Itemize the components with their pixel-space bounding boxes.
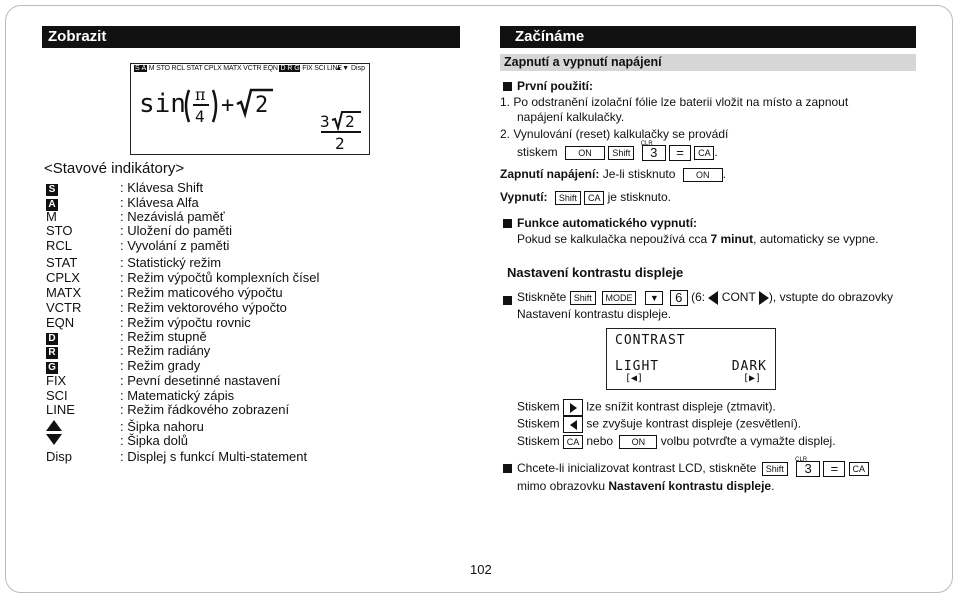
key-mode: MODE xyxy=(602,291,636,305)
indicator-label: RCL xyxy=(46,238,73,253)
key-shift-2: Shift xyxy=(555,191,581,205)
lcd-expression xyxy=(137,78,277,128)
lcd-ind-mid: M STO RCL STAT CPLX MATX VCTR EQN xyxy=(148,65,278,72)
lcd-ind-end: FIX SCI LINE xyxy=(302,65,342,72)
key-shift: Shift xyxy=(608,146,634,160)
indicator-row xyxy=(46,343,211,359)
indicator-desc: : Šipka dolů xyxy=(120,433,188,448)
indicator-desc: : Vyvolání z paměti xyxy=(120,238,230,253)
indicator-box-label: R xyxy=(46,347,58,359)
key-on-3: ON xyxy=(619,435,657,449)
indicator-row xyxy=(46,180,204,196)
indicator-desc: : Nezávislá paměť xyxy=(120,209,225,224)
key-three-b: 3 xyxy=(804,461,812,476)
indicator-label xyxy=(46,330,120,345)
indicator-row xyxy=(46,358,201,374)
contrast-line1 xyxy=(517,290,893,306)
step2-line-a: 2. Vynulování (reset) kalkulačky se provádí xyxy=(500,127,729,141)
indicator-desc: : Režim maticového výpočtu xyxy=(120,285,283,300)
key-right-arrow xyxy=(563,399,583,416)
indicator-row xyxy=(46,255,222,270)
key-clr-label: CLR xyxy=(640,141,653,147)
step1-line-a: 1. Po odstranění izolační fólie lze baterii vložit na místo a zapnout xyxy=(500,95,849,109)
indicator-label xyxy=(46,359,120,374)
auto-off-text xyxy=(517,232,879,247)
lcd-indicator-bar xyxy=(134,65,342,72)
power-off-line xyxy=(500,190,671,205)
indicator-label xyxy=(46,344,120,359)
key-shift-3: Shift xyxy=(570,291,596,305)
press-left-text: se zvyšuje kontrast displeje (zesvětlení). xyxy=(586,416,802,431)
press-text-3: Stiskem xyxy=(517,434,560,448)
indicator-label: M xyxy=(46,209,57,224)
press-or-text: nebo xyxy=(586,434,614,448)
contrast-cont-text: CONT xyxy=(721,290,756,305)
press-right-line xyxy=(517,399,776,416)
init-text2: mimo obrazovku xyxy=(517,479,609,493)
power-off-label: Vypnutí: xyxy=(500,190,548,204)
key-shift-4: Shift xyxy=(762,462,788,476)
indicator-desc: : Klávesa Shift xyxy=(120,180,204,195)
indicator-label xyxy=(46,434,120,448)
key-ca-3: CA xyxy=(563,435,583,449)
indicator-desc: : Režim radiány xyxy=(120,343,211,358)
indicator-desc: : Statistický režim xyxy=(120,255,222,270)
key-on-2: ON xyxy=(683,168,723,182)
auto-off-text-b: , automaticky se vypne. xyxy=(753,232,879,246)
key-on: ON xyxy=(565,146,605,160)
indicator-row xyxy=(46,449,308,464)
lcd-ind-a: A xyxy=(141,65,146,72)
indicator-row xyxy=(46,315,251,330)
indicator-row xyxy=(46,209,225,224)
step2-press-text: stiskem xyxy=(517,145,558,160)
indicator-desc: : Uložení do paměti xyxy=(120,223,233,238)
indicator-desc: : Režim výpočtů komplexních čísel xyxy=(120,270,320,285)
press-confirm-text: volbu potvrďte a vymažte displej. xyxy=(660,434,836,448)
key-six: 6 xyxy=(670,290,688,306)
left-arrow-icon xyxy=(708,291,718,305)
key-clr-3-b xyxy=(795,457,820,477)
lcd-contrast-label: CONTRAST xyxy=(615,333,686,348)
svg-text:+: + xyxy=(221,93,235,118)
power-on-line: Zapnutí napájení: Je-li stisknuto ON . xyxy=(500,167,727,181)
svg-text:4: 4 xyxy=(195,107,205,126)
key-three: 3 xyxy=(650,145,658,160)
contrast-six-text: (6: xyxy=(691,290,706,305)
key-equals: = xyxy=(669,145,691,161)
svg-text:2: 2 xyxy=(255,93,269,118)
lcd-result xyxy=(319,110,363,152)
auto-off-title: Funkce automatického vypnutí: xyxy=(517,216,698,230)
indicator-desc: : Režim výpočtu rovnic xyxy=(120,315,251,330)
indicator-row xyxy=(46,373,281,388)
indicator-label: VCTR xyxy=(46,300,82,315)
arrow-up-icon xyxy=(46,420,62,431)
indicator-desc: : Matematický zápis xyxy=(120,388,235,403)
key-ca: CA xyxy=(694,146,714,160)
press-confirm-line xyxy=(517,434,836,449)
key-ca-2: CA xyxy=(584,191,604,205)
key-left-arrow-icon xyxy=(570,420,577,430)
key-right-arrow-icon xyxy=(570,403,577,413)
press-left-line xyxy=(517,416,801,433)
indicator-label: STO xyxy=(46,223,73,238)
left-section-header: Zobrazit xyxy=(42,26,460,48)
key-ca-4: CA xyxy=(849,462,869,476)
indicator-row xyxy=(46,402,290,417)
indicator-desc: : Pevní desetinné nastavení xyxy=(120,373,281,388)
indicator-desc: : Režim stupně xyxy=(120,329,207,344)
power-on-label: Zapnutí napájení: xyxy=(500,167,600,181)
contrast-title: Nastavení kontrastu displeje xyxy=(507,265,684,280)
indicator-row xyxy=(46,223,233,238)
indicator-label: CPLX xyxy=(46,270,80,285)
lcd-ind-g: G xyxy=(294,65,300,72)
lcd-light-label: LIGHT xyxy=(615,359,660,374)
right-section-header: Začínáme xyxy=(500,26,916,48)
indicator-box-label: A xyxy=(46,199,58,211)
indicator-label: MATX xyxy=(46,285,82,300)
init-line1 xyxy=(517,457,869,477)
right-arrow-icon xyxy=(759,291,769,305)
step1-line-b: napájení kalkulačky. xyxy=(517,110,625,124)
indicator-desc: : Režim vektorového výpočto xyxy=(120,300,287,315)
lcd-ind-r: R xyxy=(287,65,293,72)
lcd-display xyxy=(130,63,370,155)
indicator-row xyxy=(46,238,230,253)
auto-off-bold: 7 minut xyxy=(710,232,754,246)
key-down: ▼ xyxy=(645,291,663,305)
key-left-arrow xyxy=(563,416,583,433)
indicator-row xyxy=(46,270,320,285)
indicator-box-label: G xyxy=(46,362,58,374)
page-number: 102 xyxy=(470,562,492,577)
svg-text:3: 3 xyxy=(320,112,330,131)
indicator-row xyxy=(46,433,188,448)
first-use-title: První použití: xyxy=(517,79,593,93)
power-off-text: je stisknuto. xyxy=(607,190,671,204)
indicator-row xyxy=(46,419,204,434)
init-line2 xyxy=(517,479,774,494)
indicator-desc: : Klávesa Alfa xyxy=(120,195,199,210)
lcd-right-bracket: [▶] xyxy=(742,373,761,384)
svg-text:sin: sin xyxy=(139,89,186,119)
contrast-press-text: Stiskněte xyxy=(517,290,567,305)
indicator-label: EQN xyxy=(46,315,75,330)
init-dot: . xyxy=(771,479,775,493)
contrast-enter-text: ), vstupte do obrazovky xyxy=(768,290,893,305)
key-equals-b: = xyxy=(823,461,845,477)
power-on-text: Je-li stisknuto xyxy=(602,167,676,181)
indicator-label: FIX xyxy=(46,373,67,388)
indicator-row xyxy=(46,195,199,211)
svg-text:π: π xyxy=(195,85,206,104)
step2-line: stiskem ON Shift CLR 3 = CA . xyxy=(517,145,718,161)
indicator-box-label: S xyxy=(46,184,58,196)
indicator-label: LINE xyxy=(46,402,75,417)
indicator-label xyxy=(46,196,120,211)
press-right-text: lze snížit kontrast displeje (ztmavit). xyxy=(586,399,776,414)
indicator-row xyxy=(46,285,283,300)
indicator-desc: : Šipka nahoru xyxy=(120,419,204,434)
indicator-desc: : Režim řádkového zobrazení xyxy=(120,402,290,417)
indicator-label xyxy=(46,420,120,434)
auto-off-text-a: Pokud se kalkulačka nepoužívá cca xyxy=(517,232,711,246)
power-subheader: Zapnutí a vypnutí napájení xyxy=(500,54,916,71)
indicator-desc: : Režim grady xyxy=(120,358,201,373)
arrow-down-icon xyxy=(46,434,62,445)
indicator-label: Disp xyxy=(46,449,73,464)
press-text-2: Stiskem xyxy=(517,416,560,431)
contrast-line2: Nastavení kontrastu displeje. xyxy=(517,307,672,321)
indicator-row xyxy=(46,388,235,403)
svg-text:2: 2 xyxy=(335,134,345,152)
bullet-auto-off xyxy=(503,219,512,228)
indicator-row xyxy=(46,300,287,315)
lcd-ind-s: S xyxy=(135,65,140,72)
indicator-label: STAT xyxy=(46,255,78,270)
contrast-lcd xyxy=(606,328,776,390)
indicator-label: SCI xyxy=(46,388,68,403)
key-clr-3 xyxy=(640,141,666,161)
press-text-1: Stiskem xyxy=(517,399,560,414)
bullet-contrast xyxy=(503,296,512,305)
indicator-row xyxy=(46,329,207,345)
svg-text:2: 2 xyxy=(345,112,355,131)
indicators-title: <Stavové indikátory> xyxy=(44,160,185,177)
key-clr-label-b: CLR xyxy=(795,457,808,463)
lcd-disp-indicator: ▲▼ Disp xyxy=(335,65,365,72)
indicator-desc: : Displej s funkcí Multi-statement xyxy=(120,449,308,464)
bullet-init xyxy=(503,464,512,473)
indicator-box-label: D xyxy=(46,333,58,345)
indicator-label xyxy=(46,181,120,196)
lcd-dark-label: DARK xyxy=(731,359,767,374)
lcd-ind-d: D xyxy=(280,65,286,72)
bullet-first-use xyxy=(503,82,512,91)
lcd-left-bracket: [◀] xyxy=(625,373,644,384)
init-text: Chcete-li inicializovat kontrast LCD, stiskněte xyxy=(517,461,757,476)
init-bold: Nastavení kontrastu displeje xyxy=(608,479,772,493)
